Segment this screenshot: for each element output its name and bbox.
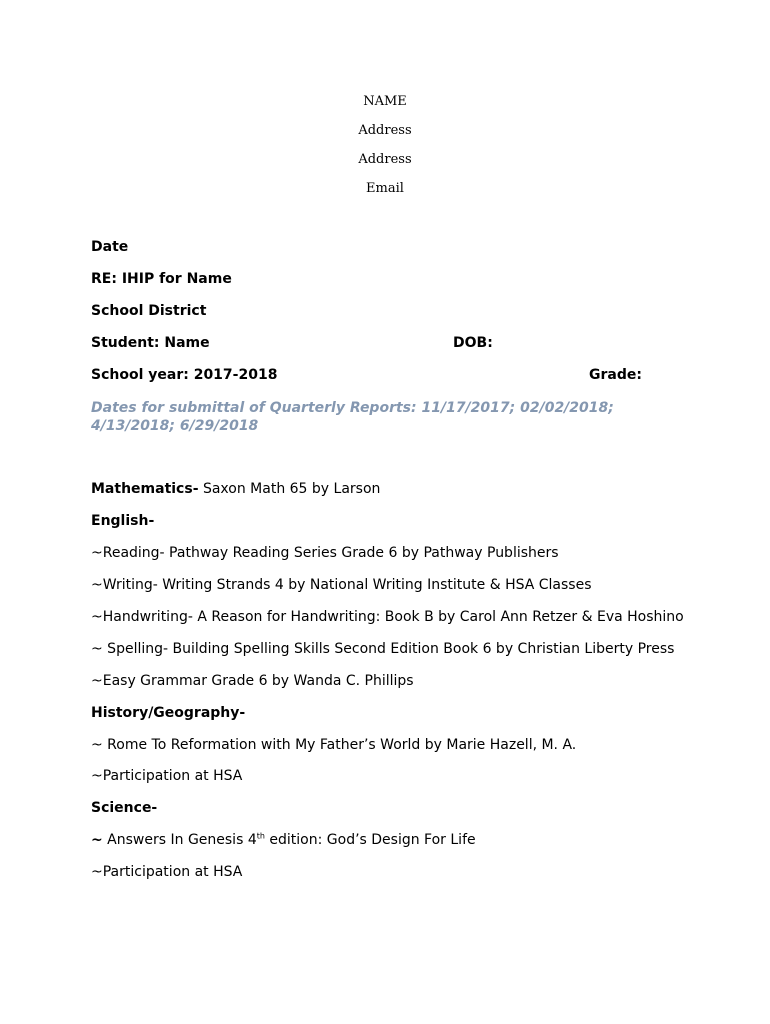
history-label: History/Geography- [91, 705, 246, 721]
school-district-line: School District [91, 303, 207, 319]
quarterly-report-dates [91, 399, 651, 435]
school-year-line: School year: 2017-2018 [91, 367, 278, 383]
english-handwriting: ~Handwriting- A Reason for Handwriting: Book B by Carol Ann Retzer & Eva Hoshino [91, 609, 684, 625]
science-text-post: edition: God’s Design For Life [264, 832, 476, 848]
header-address-1: Address [358, 123, 412, 138]
science-text [91, 832, 476, 848]
mathematics-label: Mathematics- [91, 481, 199, 497]
history-hsa: ~Participation at HSA [91, 768, 243, 784]
quarterly-dates-line-2: 4/13/2018; 6/29/2018 [91, 418, 259, 434]
mathematics-line [91, 481, 380, 497]
english-reading: ~Reading- Pathway Reading Series Grade 6 by Pathway Publishers [91, 545, 559, 561]
science-hsa: ~Participation at HSA [91, 864, 243, 880]
english-grammar: ~Easy Grammar Grade 6 by Wanda C. Phillips [91, 673, 414, 689]
header-address-2: Address [358, 152, 412, 167]
science-tilde: ~ [91, 832, 103, 848]
english-writing: ~Writing- Writing Strands 4 by National Writing Institute & HSA Classes [91, 577, 592, 593]
grade-label: Grade: [589, 367, 642, 383]
science-text-pre: Answers In Genesis 4 [102, 832, 257, 848]
student-name-line: Student: Name [91, 335, 210, 351]
header-name: NAME [363, 94, 407, 109]
mathematics-text: Saxon Math 65 by Larson [198, 481, 381, 497]
dob-label: DOB: [453, 335, 493, 351]
quarterly-dates-line-1: Dates for submittal of Quarterly Reports: 11/17/2017; 02/02/2018; [91, 400, 614, 416]
science-text-sup: th [256, 831, 265, 841]
header-email: Email [366, 181, 404, 196]
history-text: ~ Rome To Reformation with My Father’s World by Marie Hazell, M. A. [91, 737, 577, 753]
date-line: Date [91, 239, 129, 255]
english-spelling: ~ Spelling- Building Spelling Skills Second Edition Book 6 by Christian Liberty Press [91, 641, 675, 657]
science-label: Science- [91, 800, 158, 816]
english-label: English- [91, 513, 155, 529]
re-line: RE: IHIP for Name [91, 271, 232, 287]
